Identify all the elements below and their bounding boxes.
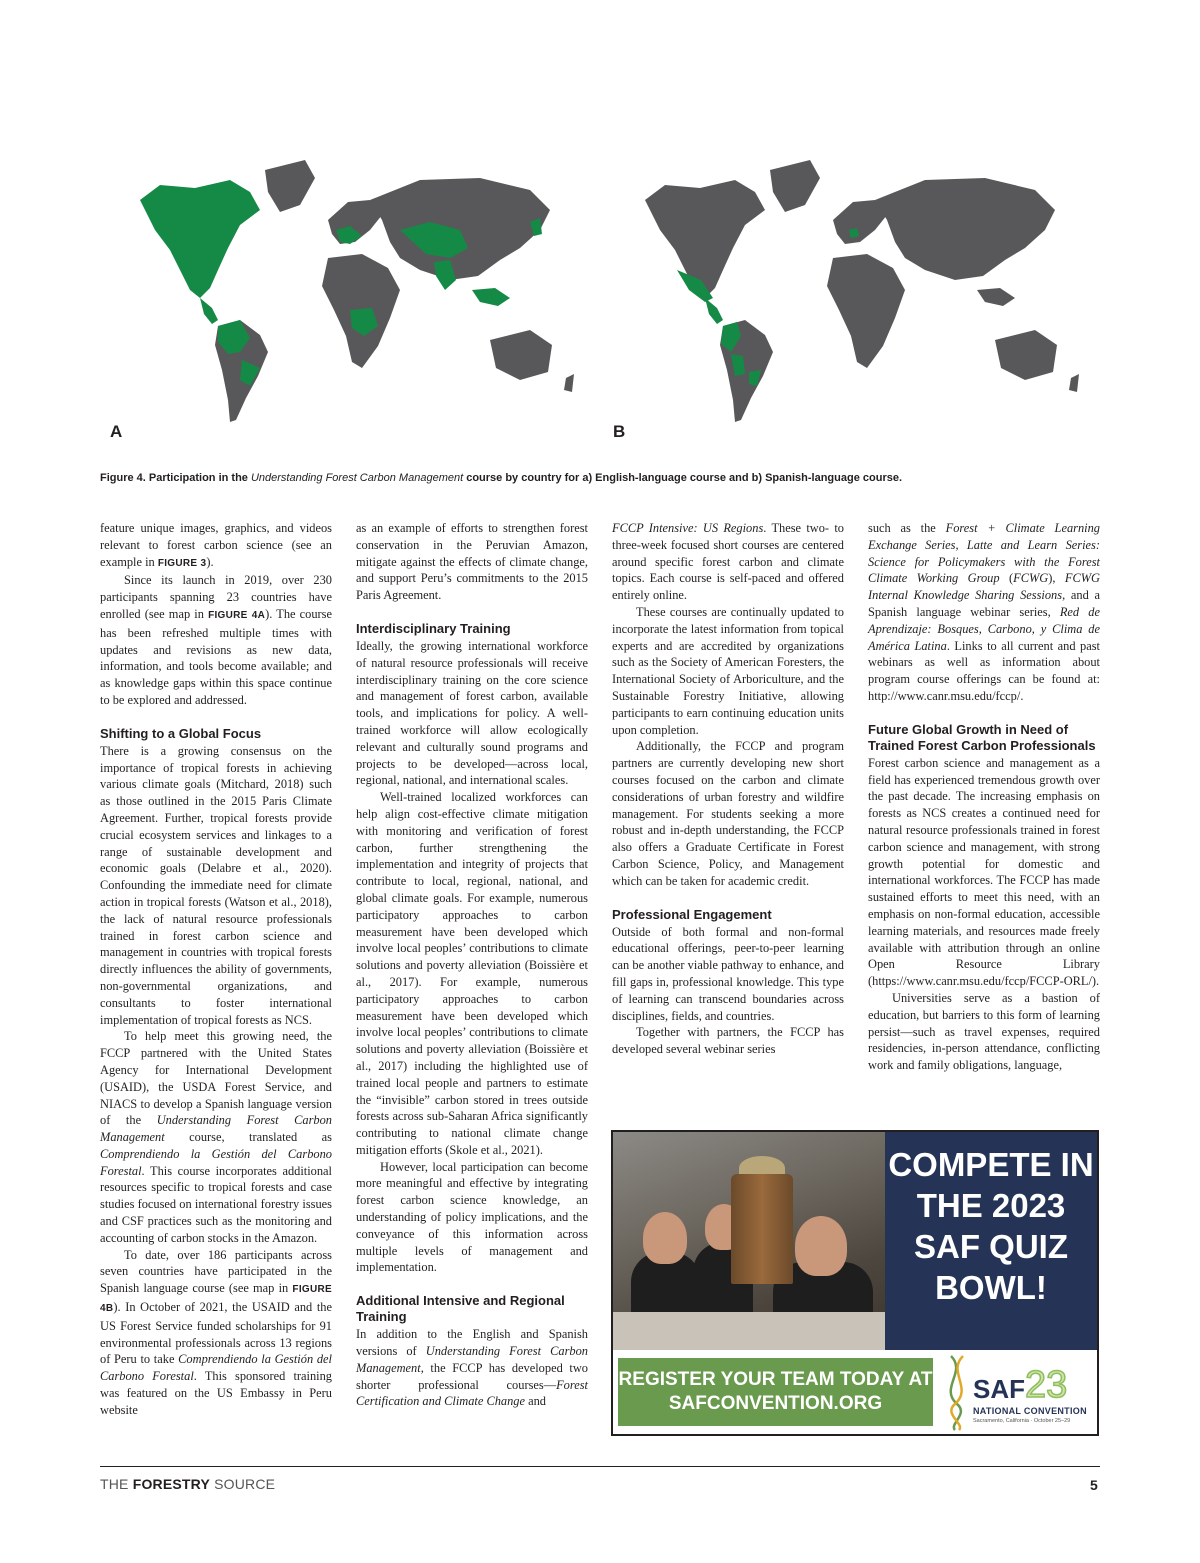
paragraph: Forest carbon science and management as a field has experienced tremendous growth over the past decade. The increasing emphasis on forests as NCS creates a continued need for natural resource professionals trained in forest carbon science and management, with strong growth potential for domestic and international workforces. The FCCP has made sustained efforts to meet this need, with an emphasis on non-formal education, accessible learning materials, and resources made freely available with attribution through an online Open Resource Library (https://www.canr.msu.edu/fccp/FCCP-ORL/). bbox=[868, 755, 1100, 989]
figure-reference: FIGURE 3 bbox=[157, 557, 207, 569]
register-banner[interactable]: REGISTER YOUR TEAM TODAY AT SAFCONVENTION.ORG bbox=[618, 1358, 933, 1426]
paragraph: Universities serve as a bastion of education, but barriers to this form of learning persist—such as travel expenses, required residencies, in-person attendance, conflicting work and family obligations, language, bbox=[868, 990, 1100, 1073]
publication-name: THE FORESTRY SOURCE bbox=[100, 1476, 276, 1492]
text-column-3 bbox=[612, 520, 844, 1058]
paragraph: feature unique images, graphics, and videos relevant to forest carbon science (see an example in FIGURE 3). bbox=[100, 521, 332, 569]
map-panel-b bbox=[605, 130, 1095, 450]
footer-rule bbox=[100, 1466, 1100, 1467]
paragraph: These courses are continually updated to incorporate the latest information from topical experts and are accredited by organizations such as the Society of American Foresters, the International Society of Arboriculture, and the Sustainable Forestry Initiative, allowing participants to earn continuing education units upon completion. bbox=[612, 604, 844, 737]
world-map-a bbox=[100, 130, 590, 450]
quiz-bowl-advertisement[interactable] bbox=[611, 1130, 1099, 1436]
paragraph: as an example of efforts to strengthen forest conservation in the Peruvian Amazon, mitigate against the effects of climate change, and support Peru’s commitments to the 2015 Paris Agreement. bbox=[356, 521, 588, 603]
section-heading: Future Global Growth in Need of Trained Forest Carbon Professionals bbox=[868, 721, 1096, 753]
paragraph: Together with partners, the FCCP has developed several webinar series bbox=[612, 1025, 844, 1057]
person bbox=[643, 1212, 687, 1264]
table bbox=[613, 1312, 885, 1350]
paragraph: Well-trained localized workforces can help align cost-effective climate mitigation with monitoring and verification of forest carbon, further strengthening the implementation and integrity of projects that contribute to local, regional, national, and global climate goals. For example, numerous participatory approaches to carbon measurement have been developed which involve local peoples’ contributions to climate solutions and poverty alleviation (Boissière et al., 2017). For example, numerous participatory approaches to carbon measurement have been developed which involve local peoples’ contributions to climate solutions and poverty alleviation (Boissière et al., 2017) including the highlighted use of trained local people and partners to estimate the “invisible” carbon stored in trees outside forests across sub-Saharan Africa significantly contributing to national climate change mitigation efforts (Skole et al., 2021). bbox=[356, 790, 588, 1157]
panel-b-label: B bbox=[613, 422, 626, 441]
map-panel-a bbox=[100, 130, 590, 450]
paragraph: FCCP Intensive: US Regions. These two- to three-week focused short courses are centered around specific forest carbon and climate topics. Each course is self-paced and offered entirely online. bbox=[612, 521, 844, 603]
trophy bbox=[731, 1174, 793, 1284]
ad-headline: COMPETE IN THE 2023 SAF QUIZ BOWL! bbox=[885, 1132, 1097, 1350]
paragraph: Ideally, the growing international workforce of natural resource professionals will receive interdisciplinary training on the core science and management of forest carbon, available tools, and implications for policy. A well-trained workforce will allow ecologically relevant and culturally sound programs and projects to be developed—across local, regional, national, and international scales. bbox=[356, 638, 588, 788]
paragraph: Outside of both formal and non-formal educational offerings, peer-to-peer learning can be another viable pathway to enhance, and fill gaps in, professional knowledge. This type of learning can transcend boundaries across disciplines, fields, and countries. bbox=[612, 924, 844, 1023]
text-column-4 bbox=[868, 520, 1100, 1074]
text-column-2 bbox=[356, 520, 588, 1410]
panel-a-label: A bbox=[110, 422, 123, 441]
section-heading: Interdisciplinary Training bbox=[356, 620, 511, 636]
world-map-b bbox=[605, 130, 1095, 450]
dna-helix-icon bbox=[943, 1352, 973, 1432]
paragraph: such as the Forest + Climate Learning Exchange Series, Latte and Learn Series: Science for Policymakers with the Forest Climate Working Group (FCWG), FCWG Internal Knowledge Sharing Sessions, and a Spanish language webinar series, Red de Aprendizaje: Bosques, Carbono, y Clima de América Latina. Links to all current and past webinars as well as information about program course offerings can be found at: http://www.canr.msu.edu/fccp/. bbox=[868, 521, 1101, 703]
figure-reference: FIGURE 4B bbox=[100, 1284, 332, 1315]
text-column-1 bbox=[100, 520, 332, 1419]
paragraph: To date, over 186 participants across seven countries have participated in the Spanish language course (see map in FIGURE 4B). In October of 2021, the USAID and the US Forest Service funded scholarships for 91 environmental professionals across 13 regions of Peru to take Comprendiendo la Gestión del Carbono Forestal. This sponsored training was featured on the US Embassy in Peru website bbox=[100, 1247, 332, 1417]
section-heading: Additional Intensive and Regional Training bbox=[356, 1293, 565, 1325]
person bbox=[795, 1216, 847, 1276]
saf-convention-logo: SAF 23 NATIONAL CONVENTION Sacramento, California · October 25–29 bbox=[943, 1352, 1093, 1432]
paragraph: There is a growing consensus on the importance of tropical forests in achieving various climate goals (Mitchard, 2018) such as those outlined in the 2015 Paris Climate Agreement. Further, tropical forests provide crucial ecosystem services and linkages to a range of sustainable development and economic goals (Delabre et al., 2020). Confounding the immediate need for climate action in tropical forests (Watson et al., 2018), the lack of natural resource professionals trained in forest carbon science and management in countries with tropical forests directly influences the ability of governments, non-governmental organizations, and consultants to foster international implementation of tropical forests as NCS. bbox=[100, 743, 332, 1027]
section-heading: Professional Engagement bbox=[612, 906, 772, 922]
section-heading: Shifting to a Global Focus bbox=[100, 725, 262, 741]
paragraph: Since its launch in 2019, over 230 participants spanning 23 countries have enrolled (see map in FIGURE 4A). The course has been refreshed multiple times with updates and revisions as new data, information, and tools become available; and as knowledge gaps within this space continue to be explored and addressed. bbox=[100, 573, 333, 707]
paragraph: To help meet this growing need, the FCCP partnered with the United States Agency for International Development (USAID), the USDA Forest Service, and NIACS to develop a Spanish language version of the Understanding Forest Carbon Management course, translated as Comprendiendo la Gestión del Carbono Forestal. This course incorporates additional resources specific to tropical forests and case studies focused on international forestry issues and CSF practices such as the monitoring and accounting of carbon stocks in the Amazon. bbox=[100, 1029, 333, 1245]
figure-4 bbox=[100, 130, 1100, 450]
figure-reference: FIGURE 4A bbox=[208, 609, 266, 621]
figure-caption: Figure 4. Participation in the Understanding Forest Carbon Management course by country for a) English-language course and b) Spanish-language course. bbox=[100, 472, 903, 484]
page-number: 5 bbox=[1090, 1477, 1098, 1493]
paragraph: However, local participation can become more meaningful and effective by integrating forest carbon science knowledge, an understanding of policy implications, and the conveyance of this information across multiple levels of management and implementation. bbox=[356, 1159, 588, 1275]
paragraph: In addition to the English and Spanish versions of Understanding Forest Carbon Management, the FCCP has developed two shorter professional courses—Forest Certification and Climate Change and bbox=[356, 1327, 588, 1409]
paragraph: Additionally, the FCCP and program partners are currently developing new short courses focused on the carbon and climate considerations of urban forestry and wildfire management. For students seeking a more robust and in-depth understanding, the FCCP also offers a Graduate Certificate in Forest Carbon Science, Policy, and Management which can be taken for academic credit. bbox=[612, 739, 844, 888]
team-photo bbox=[613, 1132, 885, 1350]
